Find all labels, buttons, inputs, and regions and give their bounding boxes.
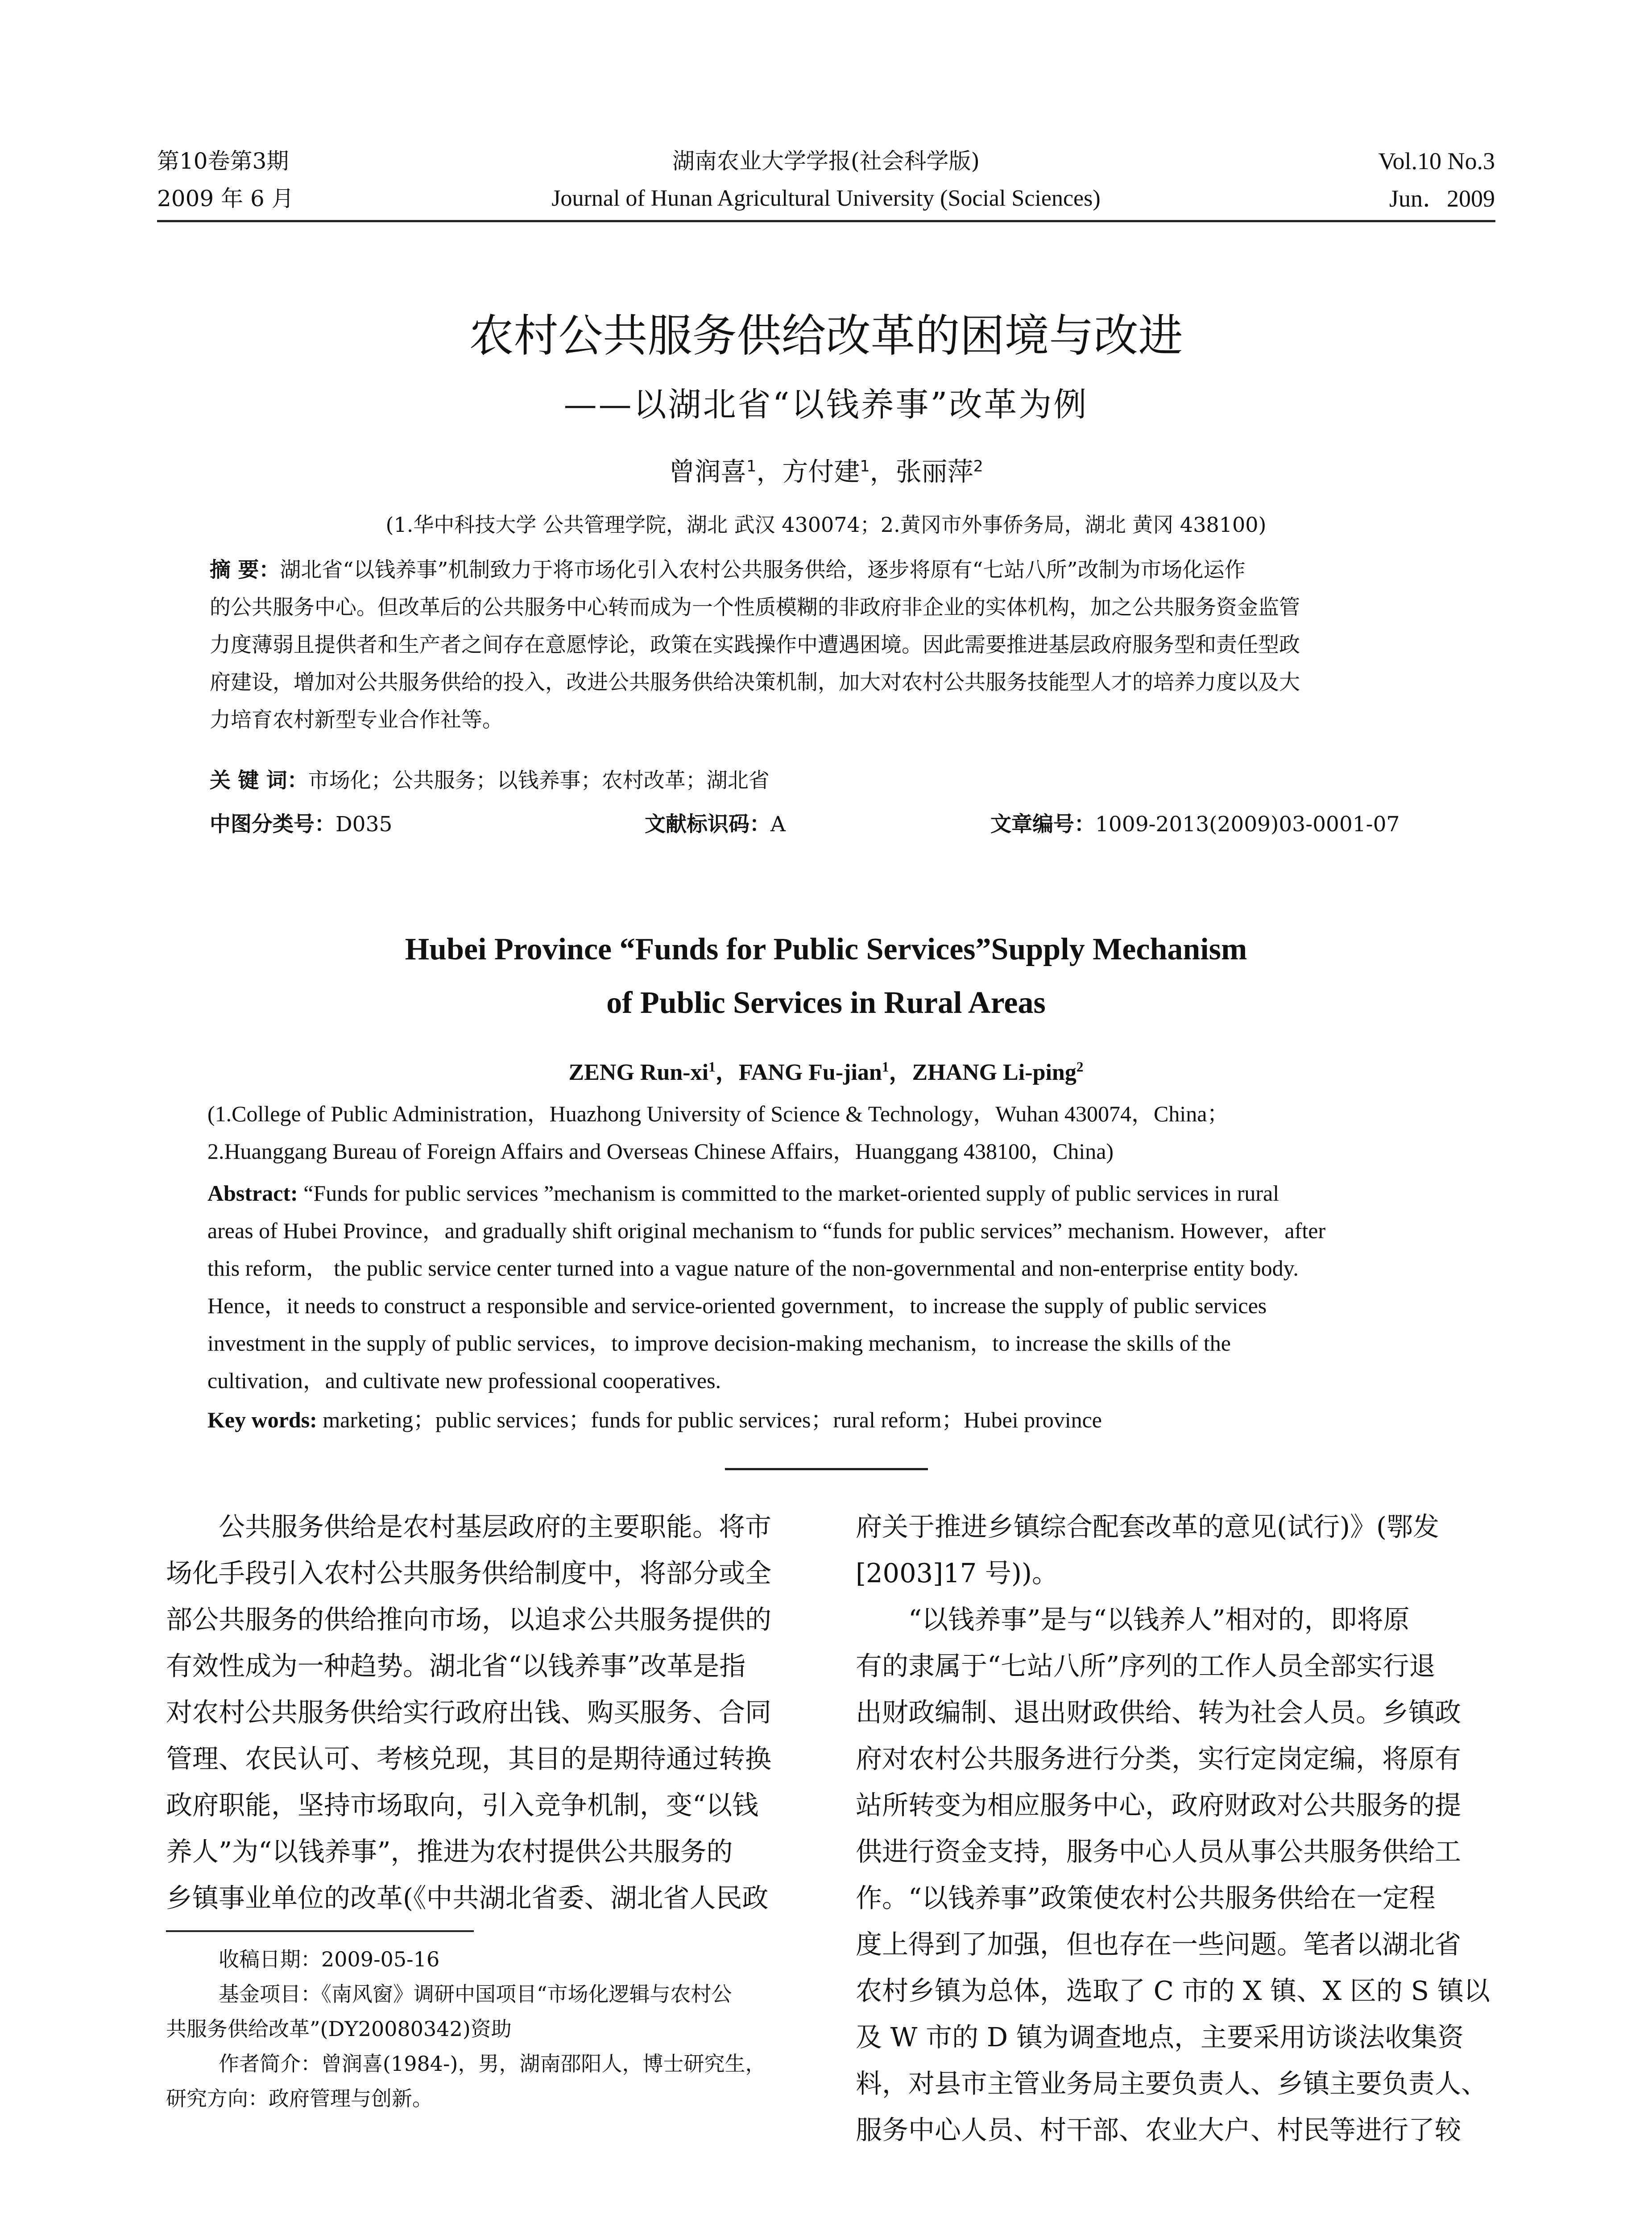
- header-rule: [157, 220, 1495, 222]
- body-line: 对农村公共服务供给实行政府出钱、购买服务、合同: [166, 1697, 772, 1728]
- footnote-rule: [166, 1930, 474, 1932]
- keywords-label-cn: 关 键 词：: [210, 768, 308, 793]
- clc-number: [210, 806, 392, 843]
- body-line: 部公共服务的供给推向市场，以追求公共服务提供的: [166, 1604, 772, 1635]
- body-line: 服务中心人员、村干部、农业大户、村民等进行了较: [856, 2115, 1462, 2145]
- affiliation-en-line: (1.College of Public Administration，Huazhong University of Science & Technology，Wuhan 430074，China；: [207, 1101, 1230, 1126]
- page-title-en: Hubei Province “Funds for Public Services”Supply Mechanism: [405, 932, 1247, 966]
- journal-name-en: Journal of Hunan Agricultural University (Social Sciences): [551, 186, 1101, 211]
- affil-mark: 1: [746, 457, 757, 476]
- issue-label: 第10卷第3期: [157, 148, 289, 174]
- clc-value: D035: [335, 812, 393, 837]
- body-column-right: [856, 1504, 1498, 2153]
- affil-mark: 1: [860, 457, 870, 476]
- separator: ，: [756, 456, 783, 487]
- doc-code-label: 文献标识码：: [645, 812, 770, 837]
- keywords-en: [207, 1401, 1102, 1439]
- authors-cn: [0, 451, 1652, 488]
- date-label-en: Jun．2009: [1389, 185, 1495, 212]
- affiliation-cn: (1.华中科技大学 公共管理学院，湖北 武汉 430074；2.黄冈市外事侨务局，湖北 黄冈 438100): [385, 513, 1267, 537]
- abstract-en-line: investment in the supply of public services，to improve decision-making mechanism，to increase the skills of the: [207, 1331, 1231, 1356]
- abstract-label-en: Abstract:: [207, 1181, 298, 1206]
- volume-label: Vol.10 No.3: [1378, 148, 1495, 174]
- abstract-cn: [210, 552, 1441, 739]
- body-line: “以钱养事”是与“以钱养人”相对的，即将原: [856, 1604, 1410, 1635]
- abstract-line: 湖北省“以钱养事”机制致力于将市场化引入农村公共服务供给，逐步将原有“七站八所”改制为市场化运作: [280, 558, 1246, 582]
- abstract-label-cn: 摘 要：: [210, 558, 280, 582]
- body-line: 农村乡镇为总体，选取了 C 市的 X 镇、X 区的 S 镇以: [856, 1975, 1490, 2006]
- abstract-en-line: “Funds for public services ”mechanism is committed to the market-oriented supply of public services in rural: [298, 1181, 1279, 1206]
- abstract-line: 力度薄弱且提供者和生产者之间存在意愿悖论，政策在实践操作中遭遇困境。因此需要推进基层政府服务型和责任型政: [210, 633, 1300, 657]
- separator: ，: [889, 1060, 912, 1085]
- date-label-cn: 2009 年 6 月: [157, 186, 294, 211]
- abstract-line: 力培育农村新型专业合作社等。: [210, 708, 503, 732]
- author-name: ZENG Run-xi: [568, 1060, 709, 1085]
- page-title-en-line2: of Public Services in Rural Areas: [606, 986, 1046, 1020]
- keywords-cn: [210, 762, 770, 800]
- abstract-en-line: Hence，it needs to construct a responsible and service-oriented government，to increase the supply of public services: [207, 1293, 1267, 1318]
- article-number: [990, 806, 1399, 843]
- body-line: 度上得到了加强，但也存在一些问题。笔者以湖北省: [856, 1929, 1462, 1960]
- keywords-value-en: marketing；public services；funds for public services；rural reform；Hubei province: [317, 1407, 1102, 1432]
- body-line: 出财政编制、退出财政供给、转为社会人员。乡镇政: [856, 1697, 1462, 1728]
- affiliation-en-line: 2.Huanggang Bureau of Foreign Affairs and Overseas Chinese Affairs，Huanggang 438100，China): [207, 1139, 1114, 1164]
- body-line: 乡镇事业单位的改革(《中共湖北省委、湖北省人民政: [166, 1883, 769, 1913]
- section-divider: [725, 1468, 928, 1470]
- body-line: 公共服务供给是农村基层政府的主要职能。将市: [166, 1511, 772, 1542]
- article-number-label: 文章编号：: [990, 812, 1095, 837]
- fund-note: 基金项目：《南风窗》调研中国项目“市场化逻辑与农村公: [219, 1982, 732, 2006]
- doc-code-value: A: [770, 812, 786, 837]
- journal-name-cn: 湖南农业大学学报(社会科学版): [672, 148, 980, 174]
- author-name: 方付建: [782, 456, 860, 487]
- authors-en: [0, 1053, 1652, 1086]
- body-line: 供进行资金支持，服务中心人员从事公共服务供给工: [856, 1836, 1462, 1867]
- body-line: 作。“以钱养事”政策使农村公共服务供给在一定程: [856, 1883, 1436, 1913]
- abstract-en: [207, 1174, 1439, 1399]
- body-line: 政府职能，坚持市场取向，引入竞争机制，变“以钱: [166, 1790, 759, 1820]
- author-name: 曾润喜: [669, 456, 747, 487]
- body-line: 站所转变为相应服务中心，政府财政对公共服务的提: [856, 1790, 1462, 1820]
- fund-note-cont: 共服务供给改革”(DY20080342)资助: [166, 2017, 512, 2041]
- abstract-line: 府建设，增加对公共服务供给的投入，改进公共服务供给决策机制，加大对农村公共服务技能型人才的培养力度以及大: [210, 670, 1300, 695]
- abstract-en-line: this reform， the public service center turned into a vague nature of the non-governmental and non-enterprise entity body.: [207, 1256, 1299, 1281]
- author-bio-cont: 研究方向：政府管理与创新。: [166, 2086, 433, 2111]
- document-code: [645, 806, 786, 843]
- body-line: 料，对县市主管业务局主要负责人、乡镇主要负责人、: [856, 2068, 1488, 2099]
- author-name: FANG Fu-jian: [738, 1060, 882, 1085]
- affil-mark: 2: [1076, 1059, 1084, 1075]
- abstract-en-line: cultivation，and cultivate new professional cooperatives.: [207, 1368, 721, 1393]
- affil-mark: 2: [973, 457, 983, 476]
- separator: ，: [869, 456, 896, 487]
- body-line: 及 W 市的 D 镇为调查地点，主要采用访谈法收集资: [856, 2022, 1464, 2053]
- footnotes: [166, 1942, 808, 2116]
- body-column-left: [166, 1504, 808, 1921]
- author-name: ZHANG Li-ping: [912, 1060, 1076, 1085]
- affiliation-en: [207, 1095, 1439, 1170]
- article-number-value: 1009-2013(2009)03-0001-07: [1095, 812, 1400, 837]
- body-line: [2003]17 号))。: [856, 1558, 1059, 1588]
- clc-label: 中图分类号：: [210, 812, 335, 837]
- body-line: 府关于推进乡镇综合配套改革的意见(试行)》(鄂发: [856, 1511, 1440, 1542]
- affil-mark: 1: [882, 1059, 889, 1075]
- body-line: 管理、农民认可、考核兑现，其目的是期待通过转换: [166, 1743, 772, 1774]
- received-date: 收稿日期：2009-05-16: [219, 1947, 440, 1971]
- body-line: 府对农村公共服务进行分类，实行定岗定编，将原有: [856, 1743, 1462, 1774]
- page-subtitle-cn: ——以湖北省“以钱养事”改革为例: [563, 386, 1089, 424]
- body-line: 有效性成为一种趋势。湖北省“以钱养事”改革是指: [166, 1650, 746, 1681]
- affil-mark: 1: [708, 1059, 716, 1075]
- author-bio: 作者简介：曾润喜(1984-)，男，湖南邵阳人，博士研究生，: [219, 2052, 766, 2076]
- body-line: 有的隶属于“七站八所”序列的工作人员全部实行退: [856, 1650, 1436, 1681]
- keywords-value-cn: 市场化；公共服务；以钱养事；农村改革；湖北省: [308, 768, 770, 793]
- author-name: 张丽萍: [895, 456, 973, 487]
- abstract-en-line: areas of Hubei Province，and gradually shift original mechanism to “funds for public services” mechanism. However，after: [207, 1218, 1326, 1243]
- keywords-label-en: Key words:: [207, 1407, 317, 1432]
- body-line: 场化手段引入农村公共服务供给制度中，将部分或全: [166, 1558, 772, 1588]
- abstract-line: 的公共服务中心。但改革后的公共服务中心转而成为一个性质模糊的非政府非企业的实体机构，加之公共服务资金监管: [210, 595, 1300, 620]
- page-title-cn: 农村公共服务供给改革的困境与改进: [469, 310, 1183, 362]
- body-line: 养人”为“以钱养事”，推进为农村提供公共服务的: [166, 1836, 733, 1867]
- separator: ，: [715, 1060, 739, 1085]
